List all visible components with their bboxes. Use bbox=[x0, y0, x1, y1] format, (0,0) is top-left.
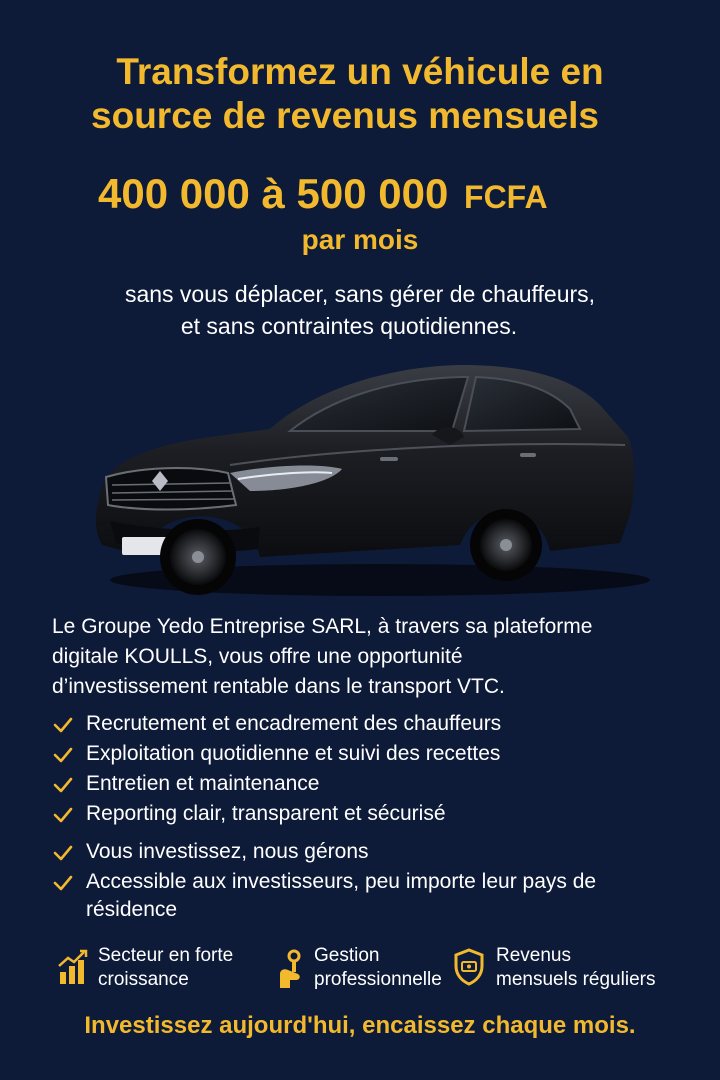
feature-item bbox=[52, 868, 646, 924]
intro-line-3: d’investissement rentable dans le transport VTC. bbox=[52, 675, 505, 698]
intro-text bbox=[52, 612, 702, 702]
benefit-row bbox=[56, 944, 706, 1000]
feature-text: Vous investissez, nous gérons bbox=[86, 840, 369, 863]
feature-text: Recrutement et encadrement des chauffeurs bbox=[86, 712, 502, 735]
feature-list bbox=[52, 710, 692, 924]
subtitle-line-1: sans vous déplacer, sans gérer de chauffeurs, bbox=[124, 281, 596, 307]
feature-item bbox=[52, 770, 692, 798]
revenue-amount bbox=[98, 168, 548, 223]
revenue-period: par mois bbox=[301, 224, 419, 255]
feature-item bbox=[52, 740, 692, 768]
growth-icon bbox=[56, 948, 90, 988]
check-icon bbox=[52, 842, 74, 864]
subtitle-line-2: et sans contraintes quotidiennes. bbox=[180, 313, 518, 339]
subtitle bbox=[0, 278, 720, 342]
feature-text: Accessible aux investisseurs, peu importe leur pays de résidence bbox=[86, 870, 597, 921]
benefit-growth-line-2: croissance bbox=[98, 969, 189, 990]
intro-line-2: digitale KOULLS, vous offre une opportunité bbox=[52, 645, 463, 668]
feature-item bbox=[52, 800, 692, 828]
headline-line-2: source de revenus mensuels bbox=[91, 95, 599, 136]
tagline: Investissez aujourd'hui, encaissez chaque mois. bbox=[84, 1012, 636, 1039]
revenue-currency: FCFA bbox=[464, 179, 548, 215]
headline-line-1: Transformez un véhicule en bbox=[116, 51, 604, 92]
car-image bbox=[80, 345, 650, 605]
benefit-growth-line-1: Secteur en forte bbox=[98, 945, 234, 966]
feature-item bbox=[52, 838, 692, 866]
shield-money-icon bbox=[454, 948, 484, 986]
feature-text: Reporting clair, transparent et sécurisé bbox=[86, 802, 446, 825]
check-icon bbox=[52, 872, 74, 894]
feature-item bbox=[52, 710, 692, 738]
benefit-management-line-2: professionnelle bbox=[314, 969, 442, 990]
check-icon bbox=[52, 744, 74, 766]
intro-line-1: Le Groupe Yedo Entreprise SARL, à travers sa plateforme bbox=[52, 615, 593, 638]
check-icon bbox=[52, 714, 74, 736]
check-icon bbox=[52, 774, 74, 796]
benefit-revenue-line-2: mensuels réguliers bbox=[496, 969, 656, 990]
headline bbox=[0, 50, 720, 138]
benefit-revenue-line-1: Revenus bbox=[496, 945, 571, 966]
feature-text: Entretien et maintenance bbox=[86, 772, 320, 795]
check-icon bbox=[52, 804, 74, 826]
feature-text: Exploitation quotidienne et suivi des recettes bbox=[86, 742, 501, 765]
benefit-management-line-1: Gestion bbox=[314, 945, 380, 966]
hand-key-icon bbox=[276, 948, 304, 990]
revenue-range: 400 000 à 500 000 bbox=[98, 170, 449, 217]
